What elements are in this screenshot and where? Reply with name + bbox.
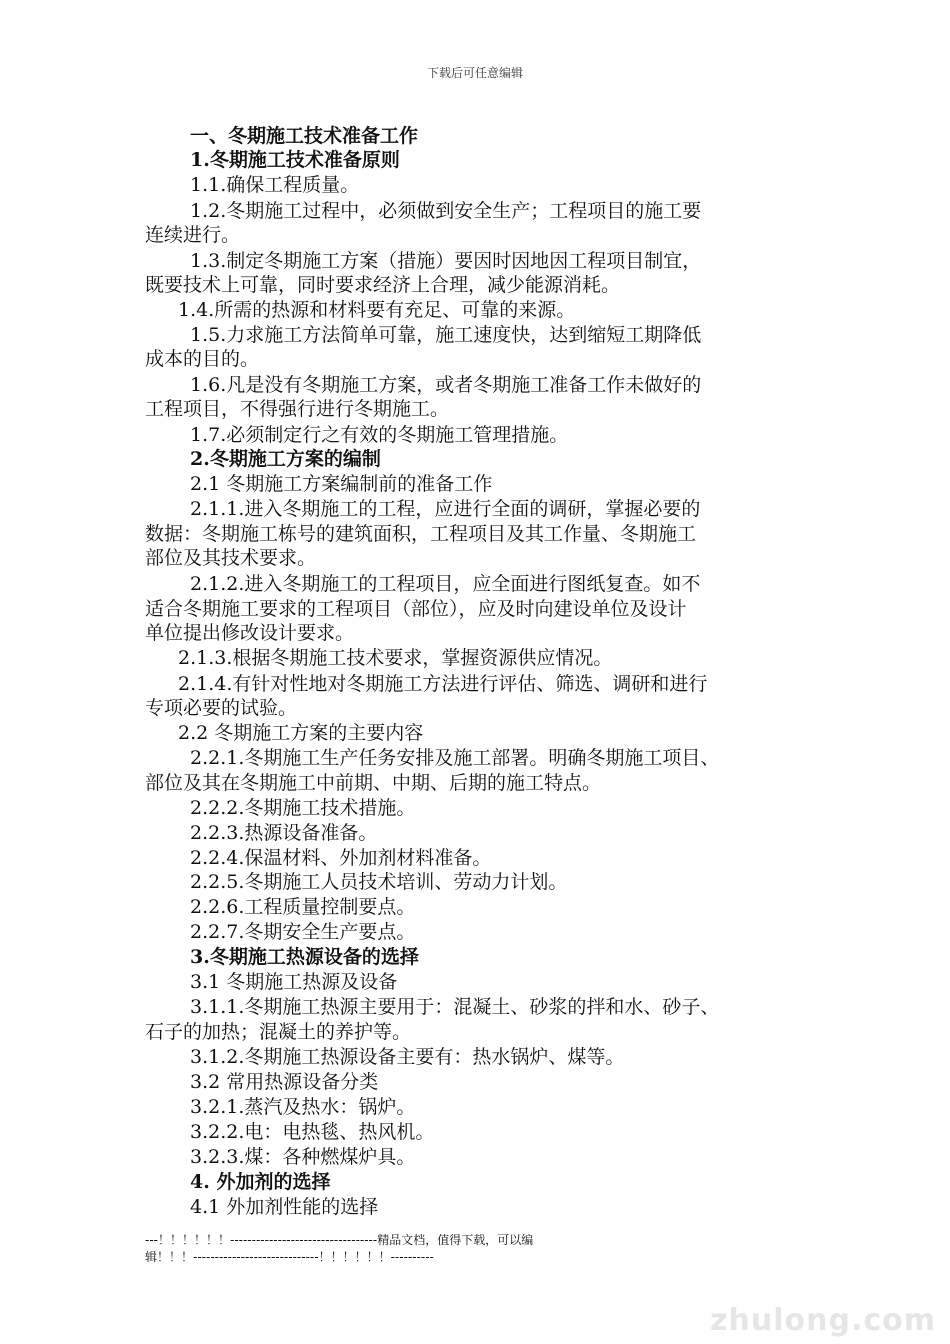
paragraph-line: 1.3.制定冬期施工方案（措施）要因时因地因工程项目制宜， <box>190 250 702 272</box>
paragraph-line: 适合冬期施工要求的工程项目（部位），应及时向建设单位及设计 <box>145 598 687 620</box>
page-header: 下载后可任意编辑 <box>426 66 523 80</box>
paragraph-line: 1.7.必须制定行之有效的冬期施工管理措施。 <box>190 424 569 446</box>
paragraph-line: 2.1.2.进入冬期施工的工程项目，应全面进行图纸复查。如不 <box>190 573 701 595</box>
footer-line: ---！！！！！！----------------------------------精品文档，值得下载，可以编 <box>145 1233 534 1247</box>
paragraph-line: 1.4.所需的热源和材料要有充足、可靠的来源。 <box>178 299 576 321</box>
footer-line: 辑！！！-----------------------------！！！！！！---------- <box>145 1250 434 1264</box>
paragraph-line: 部位及其在冬期施工中前期、中期、后期的施工特点。 <box>145 772 602 794</box>
paragraph-line: 数据：冬期施工栋号的建筑面积，工程项目及其工作量、冬期施工 <box>145 523 697 545</box>
paragraph-line: 1.1.确保工程质量。 <box>190 174 360 196</box>
subsection-heading: 4. 外加剂的选择 <box>190 1171 331 1193</box>
paragraph-line: 4.1 外加剂性能的选择 <box>190 1196 379 1218</box>
subsection-heading: 1.冬期施工技术准备原则 <box>190 149 400 171</box>
paragraph-line: 2.2 冬期施工方案的主要内容 <box>178 722 424 744</box>
paragraph-line: 3.1 冬期施工热源及设备 <box>190 971 398 993</box>
paragraph-line: 3.2 常用热源设备分类 <box>190 1071 379 1093</box>
paragraph-line: 2.1.1.进入冬期施工的工程，应进行全面的调研，掌握必要的 <box>190 498 701 520</box>
paragraph-line: 单位提出修改设计要求。 <box>145 622 355 644</box>
watermark: zhulong.com <box>710 1303 936 1338</box>
paragraph-line: 3.2.3.煤：各种燃煤炉具。 <box>190 1146 416 1168</box>
paragraph-line: 连续进行。 <box>145 224 241 246</box>
paragraph-line: 部位及其技术要求。 <box>145 547 317 569</box>
paragraph-line: 1.2.冬期施工过程中，必须做到安全生产；工程项目的施工要 <box>190 200 702 222</box>
section-heading: 一、冬期施工技术准备工作 <box>190 125 419 147</box>
paragraph-line: 2.2.2.冬期施工技术措施。 <box>190 797 416 819</box>
paragraph-line: 2.1 冬期施工方案编制前的准备工作 <box>190 473 493 495</box>
paragraph-line: 1.6.凡是没有冬期施工方案，或者冬期施工准备工作未做好的 <box>190 374 702 396</box>
paragraph-line: 2.1.4.有针对性地对冬期施工方法进行评估、筛选、调研和进行 <box>178 673 708 695</box>
paragraph-line: 2.2.1.冬期施工生产任务安排及施工部署。明确冬期施工项目、 <box>190 747 720 769</box>
paragraph-line: 专项必要的试验。 <box>145 697 298 719</box>
paragraph-line: 3.2.2.电：电热毯、热风机。 <box>190 1121 435 1143</box>
paragraph-line: 2.2.7.冬期安全生产要点。 <box>190 921 416 943</box>
paragraph-line: 2.1.3.根据冬期施工技术要求，掌握资源供应情况。 <box>178 647 613 669</box>
paragraph-line: 3.1.1.冬期施工热源主要用于：混凝土、砂浆的拌和水、砂子、 <box>190 996 720 1018</box>
paragraph-line: 1.5.力求施工方法简单可靠，施工速度快，达到缩短工期降低 <box>190 324 702 346</box>
paragraph-line: 成本的目的。 <box>145 348 260 370</box>
paragraph-line: 2.2.6.工程质量控制要点。 <box>190 896 416 918</box>
paragraph-line: 2.2.3.热源设备准备。 <box>190 822 378 844</box>
subsection-heading: 3.冬期施工热源设备的选择 <box>190 946 419 968</box>
paragraph-line: 2.2.5.冬期施工人员技术培训、劳动力计划。 <box>190 871 568 893</box>
paragraph-line: 石子的加热；混凝土的养护等。 <box>145 1021 412 1043</box>
paragraph-line: 工程项目，不得强行进行冬期施工。 <box>145 398 450 420</box>
paragraph-line: 3.1.2.冬期施工热源设备主要有：热水锅炉、煤等。 <box>190 1046 625 1068</box>
subsection-heading: 2.冬期施工方案的编制 <box>190 448 381 470</box>
paragraph-line: 既要技术上可靠，同时要求经济上合理，减少能源消耗。 <box>145 274 621 296</box>
page-footer <box>145 1232 615 1266</box>
paragraph-line: 2.2.4.保温材料、外加剂材料准备。 <box>190 847 492 869</box>
paragraph-line: 3.2.1.蒸汽及热水：锅炉。 <box>190 1096 416 1118</box>
